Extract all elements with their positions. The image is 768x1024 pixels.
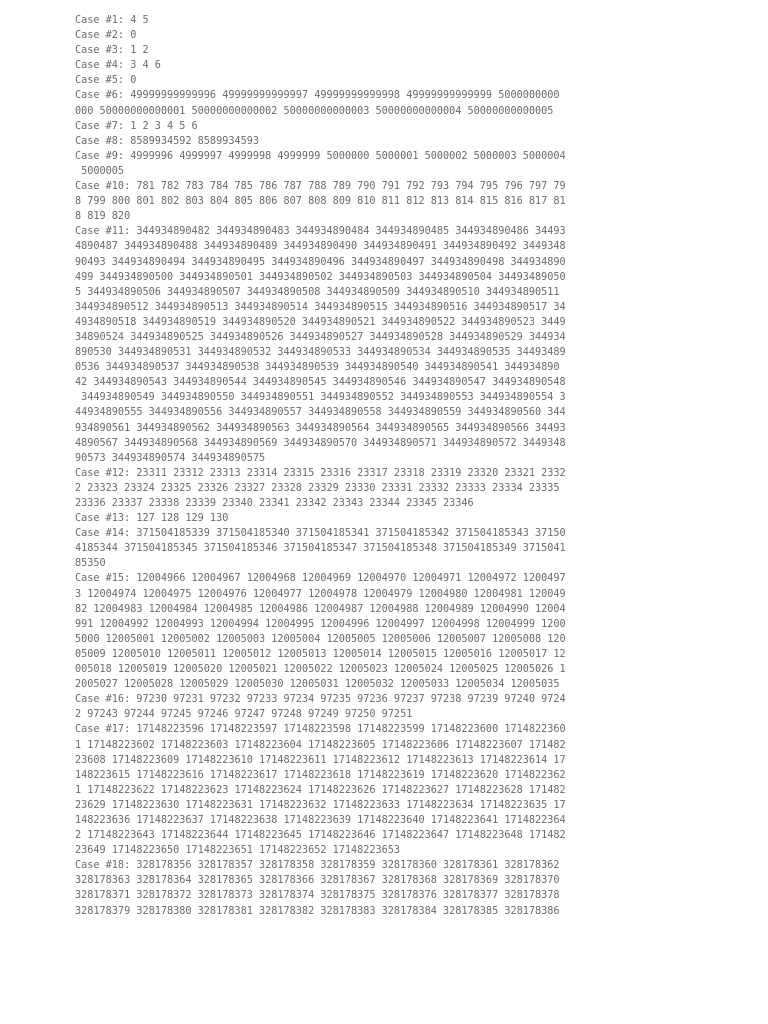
output-line: 991 12004992 12004993 12004994 12004995 12004996 12004997 12004998 12004999 1200: [75, 618, 566, 630]
output-line: 23336 23337 23338 23339 23340 23341 23342 23343 23344 23345 23346: [75, 498, 474, 509]
output-line: Case #2: 0: [75, 30, 137, 42]
output-line: 85350: [75, 558, 106, 570]
output-line: 4185344 371504185345 371504185346 371504185347 371504185348 371504185349 3715041: [75, 543, 566, 555]
output-line: Case #1: 4 5: [75, 15, 149, 26]
output-line: 328178363 328178364 328178365 328178366 328178367 328178368 328178369 328178370: [75, 875, 560, 887]
output-line: 23608 17148223609 17148223610 17148223611 17148223612 17148223613 17148223614 17: [75, 754, 566, 766]
output-line: Case #12: 23311 23312 23313 23314 23315 23316 23317 23318 23319 23320 23321 2332: [75, 467, 566, 479]
output-line: 499 344934890500 344934890501 344934890502 344934890503 344934890504 34493489050: [75, 271, 566, 283]
output-line: Case #8: 8589934592 8589934593: [75, 135, 260, 147]
output-line: Case #11: 344934890482 344934890483 344934890484 344934890485 344934890486 34493: [75, 226, 566, 238]
output-line: 4890567 344934890568 344934890569 344934890570 344934890571 344934890572 3449348: [75, 437, 566, 449]
output-line: 000 50000000000001 50000000000002 50000000000003 50000000000004 50000000000005: [75, 105, 554, 117]
output-line: 328178379 328178380 328178381 328178382 328178383 328178384 328178385 328178386: [75, 905, 560, 917]
output-line: Case #18: 328178356 328178357 328178358 328178359 328178360 328178361 328178362: [75, 860, 560, 872]
output-line: Case #13: 127 128 129 130: [75, 513, 229, 525]
output-line: 148223636 17148223637 17148223638 17148223639 17148223640 17148223641 1714822364: [75, 814, 566, 826]
output-line: 344934890549 344934890550 344934890551 344934890552 344934890553 344934890554 3: [75, 392, 566, 404]
output-line: 0536 344934890537 344934890538 344934890539 344934890540 344934890541 344934890: [75, 362, 560, 374]
output-line: 3 12004974 12004975 12004976 12004977 12004978 12004979 12004980 12004981 120049: [75, 588, 566, 600]
output-line: 90573 344934890574 344934890575: [75, 452, 266, 464]
output-line: 4934890518 344934890519 344934890520 344934890521 344934890522 344934890523 3449: [75, 316, 566, 328]
output-line: 23629 17148223630 17148223631 17148223632 17148223633 17148223634 17148223635 17: [75, 799, 566, 811]
output-line: Case #7: 1 2 3 4 5 6: [75, 120, 198, 132]
output-line: 2 23323 23324 23325 23326 23327 23328 23329 23330 23331 23332 23333 23334 23335: [75, 482, 560, 494]
output-line: 23649 17148223650 17148223651 17148223652 17148223653: [75, 845, 401, 857]
output-line: Case #6: 49999999999996 49999999999997 49999999999998 49999999999999 5000000000: [75, 90, 560, 102]
output-line: Case #15: 12004966 12004967 12004968 12004969 12004970 12004971 12004972 1200497: [75, 573, 566, 585]
output-line: 5000 12005001 12005002 12005003 12005004 12005005 12005006 12005007 12005008 120: [75, 633, 566, 645]
output-line: Case #16: 97230 97231 97232 97233 97234 97235 97236 97237 97238 97239 97240 9724: [75, 694, 566, 706]
output-line: 148223615 17148223616 17148223617 17148223618 17148223619 17148223620 1714822362: [75, 769, 566, 781]
output-line: Case #5: 0: [75, 75, 137, 87]
output-line: 82 12004983 12004984 12004985 12004986 12004987 12004988 12004989 12004990 12004: [75, 603, 566, 615]
output-line: Case #9: 4999996 4999997 4999998 4999999 5000000 5000001 5000002 5000003 5000004: [75, 150, 566, 162]
output-line: 5 344934890506 344934890507 344934890508 344934890509 344934890510 344934890511: [75, 286, 560, 298]
output-line: 4890487 344934890488 344934890489 344934890490 344934890491 344934890492 3449348: [75, 241, 566, 253]
output-line: 44934890555 344934890556 344934890557 344934890558 344934890559 344934890560 344: [75, 407, 566, 419]
output-line: 1 17148223602 17148223603 17148223604 17148223605 17148223606 17148223607 171482: [75, 739, 566, 751]
program-output-text: [75, 13, 566, 919]
output-line: Case #14: 371504185339 371504185340 371504185341 371504185342 371504185343 37150: [75, 528, 566, 540]
output-line: 8 799 800 801 802 803 804 805 806 807 808 809 810 811 812 813 814 815 816 817 81: [75, 196, 566, 208]
output-line: 42 344934890543 344934890544 344934890545 344934890546 344934890547 344934890548: [75, 377, 566, 389]
output-line: 328178371 328178372 328178373 328178374 328178375 328178376 328178377 328178378: [75, 890, 560, 902]
output-line: 890530 344934890531 344934890532 344934890533 344934890534 344934890535 34493489: [75, 347, 566, 359]
output-line: Case #10: 781 782 783 784 785 786 787 788 789 790 791 792 793 794 795 796 797 79: [75, 181, 566, 193]
output-line: 05009 12005010 12005011 12005012 12005013 12005014 12005015 12005016 12005017 12: [75, 648, 566, 660]
output-line: 5000005: [75, 165, 125, 177]
output-line: 005018 12005019 12005020 12005021 12005022 12005023 12005024 12005025 12005026 1: [75, 664, 566, 676]
output-line: Case #3: 1 2: [75, 45, 149, 57]
output-line: 8 819 820: [75, 211, 131, 223]
output-line: 344934890512 344934890513 344934890514 344934890515 344934890516 344934890517 34: [75, 301, 566, 313]
output-line: 2005027 12005028 12005029 12005030 12005031 12005032 12005033 12005034 12005035: [75, 679, 560, 691]
output-line: 934890561 344934890562 344934890563 344934890564 344934890565 344934890566 34493: [75, 422, 566, 434]
output-line: 1 17148223622 17148223623 17148223624 17148223626 17148223627 17148223628 171482: [75, 784, 566, 796]
output-line: 90493 344934890494 344934890495 344934890496 344934890497 344934890498 344934890: [75, 256, 566, 268]
output-line: 2 17148223643 17148223644 17148223645 17148223646 17148223647 17148223648 171482: [75, 830, 566, 842]
output-line: Case #4: 3 4 6: [75, 60, 161, 72]
output-line: 34890524 344934890525 344934890526 344934890527 344934890528 344934890529 344934: [75, 331, 566, 343]
output-line: Case #17: 17148223596 17148223597 17148223598 17148223599 17148223600 1714822360: [75, 724, 566, 736]
output-line: 2 97243 97244 97245 97246 97247 97248 97249 97250 97251: [75, 709, 413, 721]
